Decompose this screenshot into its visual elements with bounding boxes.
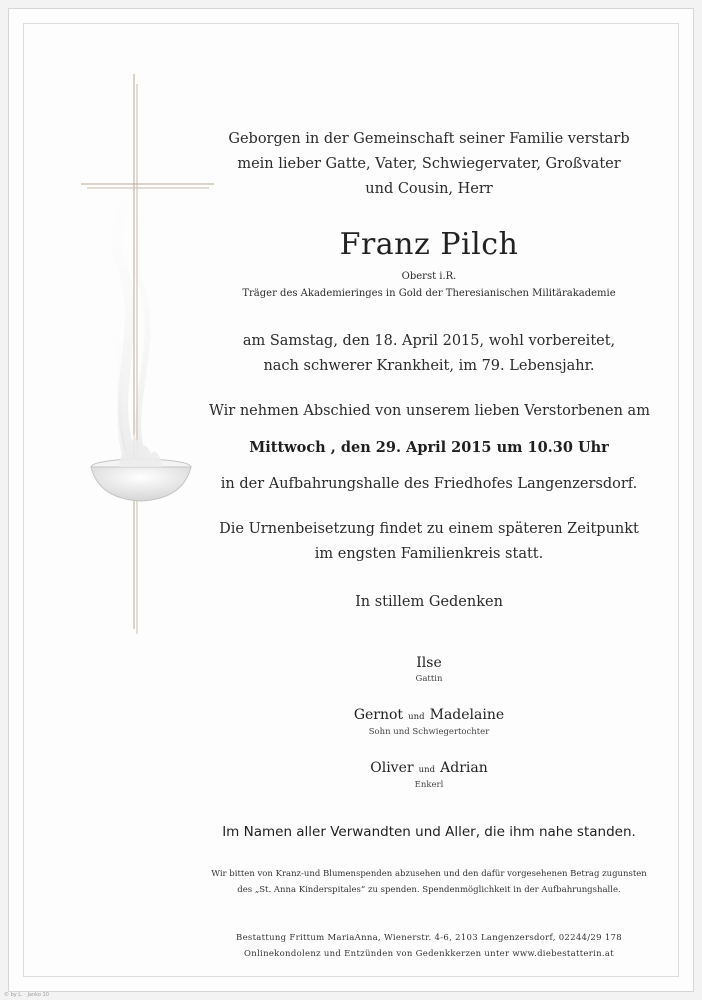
intro-line-3: und Cousin, Herr	[365, 181, 493, 197]
mourner-3-name-a: Oliver	[370, 760, 414, 776]
funeral-location: in der Aufbahrungshalle des Friedhofes Langenzersdorf.	[220, 476, 638, 492]
death-line-2: nach schwerer Krankheit, im 79. Lebensjahr.	[263, 358, 595, 374]
mourner-2-und: und	[408, 712, 425, 722]
footer-website: Onlinekondolenz und Entzünden von Gedenkkerzen unter www.diebestatterin.at	[244, 949, 614, 959]
obituary-card	[8, 8, 694, 992]
mourner-1-relation: Gattin	[415, 674, 443, 684]
death-line-1: am Samstag, den 18. April 2015, wohl vorbereitet,	[242, 333, 616, 349]
mourner-3-und: und	[418, 765, 436, 775]
deceased-rank: Oberst i.R.	[401, 271, 457, 282]
corner-note: © by L. · Janko 10	[4, 992, 49, 998]
cross-with-bowl-icon	[79, 69, 229, 649]
mourner-2-name-a: Gernot	[353, 707, 404, 723]
intro-line-2: mein lieber Gatte, Vater, Schwiegervater, Großvater	[237, 156, 621, 172]
deceased-honor: Träger des Akademieringes in Gold der Theresianischen Militärakademie	[242, 288, 616, 299]
funeral-date: Mittwoch , den 29. April 2015 um 10.30 Uhr	[249, 439, 609, 456]
closing-phrase: In stillem Gedenken	[355, 594, 503, 610]
mourner-1	[209, 652, 649, 671]
mourner-3-relation: Enkerl	[414, 780, 444, 790]
mourner-2	[209, 704, 649, 723]
intro-line-1: Geborgen in der Gemeinschaft seiner Familie verstarb	[228, 131, 630, 147]
request-line-1: Wir bitten von Kranz-und Blumenspenden abzusehen und den dafür vorgesehenen Betrag zugunsten	[211, 869, 647, 879]
mourner-2-name-b: Madelaine	[429, 707, 505, 723]
farewell-line: Wir nehmen Abschied von unserem lieben Verstorbenen am	[209, 403, 650, 419]
urn-line-1: Die Urnenbeisetzung findet zu einem späteren Zeitpunkt	[219, 521, 639, 537]
mourner-3	[209, 757, 649, 776]
request-line-2: des „St. Anna Kinderspitales“ zu spenden. Spendenmöglichkeit in der Aufbahrungshalle.	[237, 885, 621, 895]
footer-address: Bestattung Frittum MariaAnna, Wienerstr. 4-6, 2103 Langenzersdorf, 02244/29 178	[236, 933, 622, 943]
mourner-1-name: Ilse	[416, 655, 442, 671]
mourner-3-name-b: Adrian	[440, 760, 488, 776]
mourner-2-relation: Sohn und Schwiegertochter	[368, 727, 490, 737]
deceased-name: Franz Pilch	[339, 227, 519, 262]
urn-line-2: im engsten Familienkreis statt.	[314, 546, 544, 562]
relatives-line: Im Namen aller Verwandten und Aller, die ihm nahe standen.	[222, 824, 636, 840]
